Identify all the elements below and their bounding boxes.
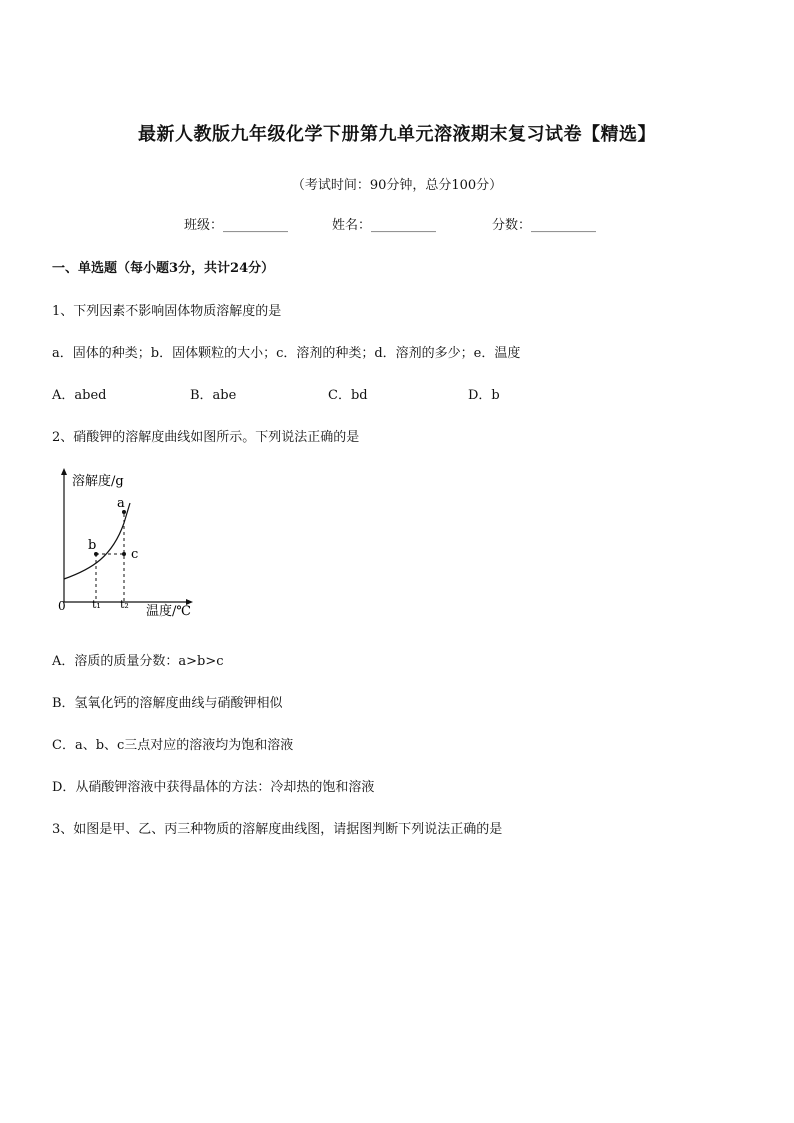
point-a-label: a: [117, 496, 125, 511]
question-1-option-b: B．abe: [190, 388, 237, 403]
class-field: 班级：__________: [184, 218, 289, 233]
section-heading: 一、单选题（每小题3分，共计24分）: [52, 261, 275, 276]
point-b-label: b: [88, 538, 97, 553]
origin-label: 0: [58, 599, 66, 613]
y-axis-arrow: [61, 468, 67, 475]
solubility-curve: [64, 503, 130, 579]
point-c-marker: [122, 552, 126, 556]
question-1-option-c: C．bd: [328, 388, 368, 403]
t2-label: t₂: [120, 598, 129, 611]
question-2-stem: 2、硝酸钾的溶解度曲线如图所示。下列说法正确的是: [52, 430, 360, 445]
question-1-option-d: D．b: [468, 388, 500, 403]
question-1-option-a: A．abed: [52, 388, 107, 403]
exam-duration-note: （考试时间：90分钟，总分100分）: [291, 178, 503, 193]
question-2-option-b: B．氢氧化钙的溶解度曲线与硝酸钾相似: [52, 696, 283, 711]
solubility-curve-figure: [50, 465, 210, 625]
question-2-option-c: C．a、b、c三点对应的溶液均为饱和溶液: [52, 738, 294, 753]
question-2-option-a: A．溶质的质量分数：a>b>c: [52, 654, 224, 669]
question-3-stem: 3、如图是甲、乙、丙三种物质的溶解度曲线图，请据图判断下列说法正确的是: [52, 822, 503, 837]
point-c-label: c: [131, 547, 139, 562]
x-axis-label: 温度/℃: [146, 604, 191, 619]
y-axis-label: 溶解度/g: [72, 474, 124, 489]
question-2-option-d: D．从硝酸钾溶液中获得晶体的方法：冷却热的饱和溶液: [52, 780, 375, 795]
question-1-factors: a．固体的种类；b．固体颗粒的大小；c．溶剂的种类；d．溶剂的多少；e．温度: [52, 346, 521, 361]
question-1-stem: 1、下列因素不影响固体物质溶解度的是: [52, 304, 282, 319]
page-title: 最新人教版九年级化学下册第九单元溶液期末复习试卷【精选】: [138, 124, 656, 145]
score-field: 分数：__________: [492, 218, 597, 233]
name-field: 姓名：__________: [332, 218, 437, 233]
t1-label: t₁: [92, 598, 101, 611]
